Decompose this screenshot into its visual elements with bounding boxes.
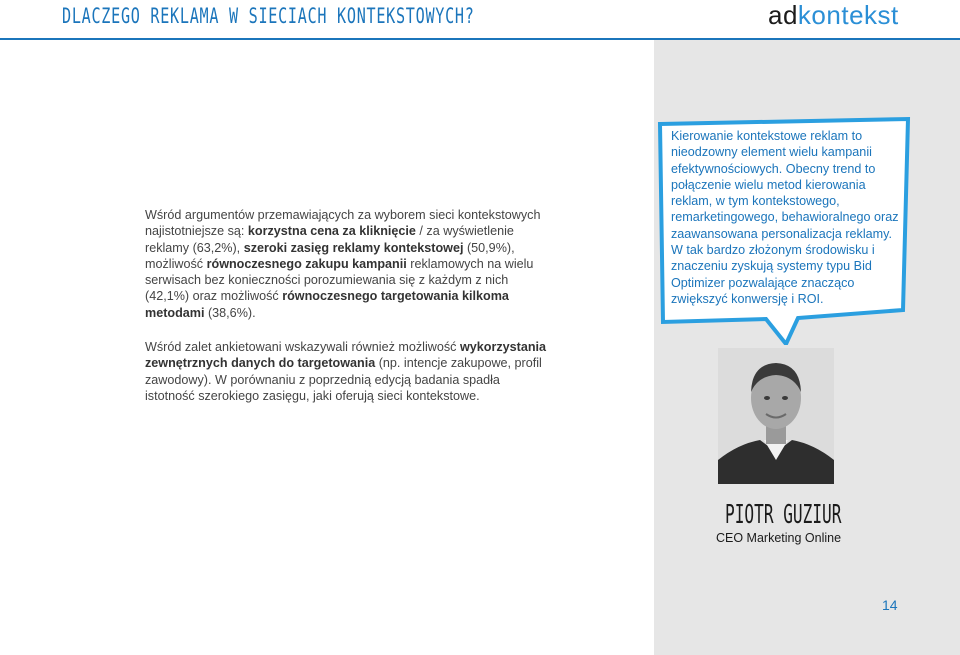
paragraph-advantages: Wśród zalet ankietowani wskazywali również możliwość wykorzystania zewnętrznych danych do targetowania (np. intencje zakupowe, profil zawodowy). W porównaniu z poprzednią edycją badania spadła istotność szerokiego zasięgu, jaki oferują sieci kontekstowe. bbox=[145, 340, 547, 403]
logo-part-kontekst: kontekst bbox=[797, 0, 899, 30]
quote-text: Kierowanie kontekstowe reklam to nieodzowny element wielu kampanii efektywnościowych. Obecny trend to połączenie wielu metod kierowania reklam, w tym kontekstowego, remarketingowego, behawioralnego oraz zaawansowana personalizacja reklamy. W tak bardzo złożonym środowisku i znaczeniu zyskują systemy typu Bid Optimizer pozwalające znacząco zwiększyć konwersję i ROI. bbox=[671, 129, 899, 306]
portrait-photo bbox=[718, 348, 834, 484]
adkontekst-logo bbox=[768, 0, 899, 31]
page-number: 14 bbox=[882, 597, 898, 613]
person-role: CEO Marketing Online bbox=[716, 531, 842, 545]
page-section-title: DLACZEGO REKLAMA W SIECIACH KONTEKSTOWYCH? bbox=[62, 4, 475, 28]
paragraph-arguments: Wśród argumentów przemawiających za wyborem sieci kontekstowych najistotniejsze są: korzystna cena za kliknięcie / za wyświetlenie reklamy (63,2%), szeroki zasięg reklamy kontekstowej (50,9%), możliwość równoczesnego zakupu kampanii reklamowych na wielu serwisach bez konieczności porozumiewania się z każdym z nich (42,1%) oraz możliwość równoczesnego targetowania kilkoma metodami (38,6%). bbox=[145, 208, 541, 320]
logo-part-ad: ad bbox=[768, 0, 798, 30]
person-name: PIOTR GUZIUR bbox=[725, 500, 842, 530]
